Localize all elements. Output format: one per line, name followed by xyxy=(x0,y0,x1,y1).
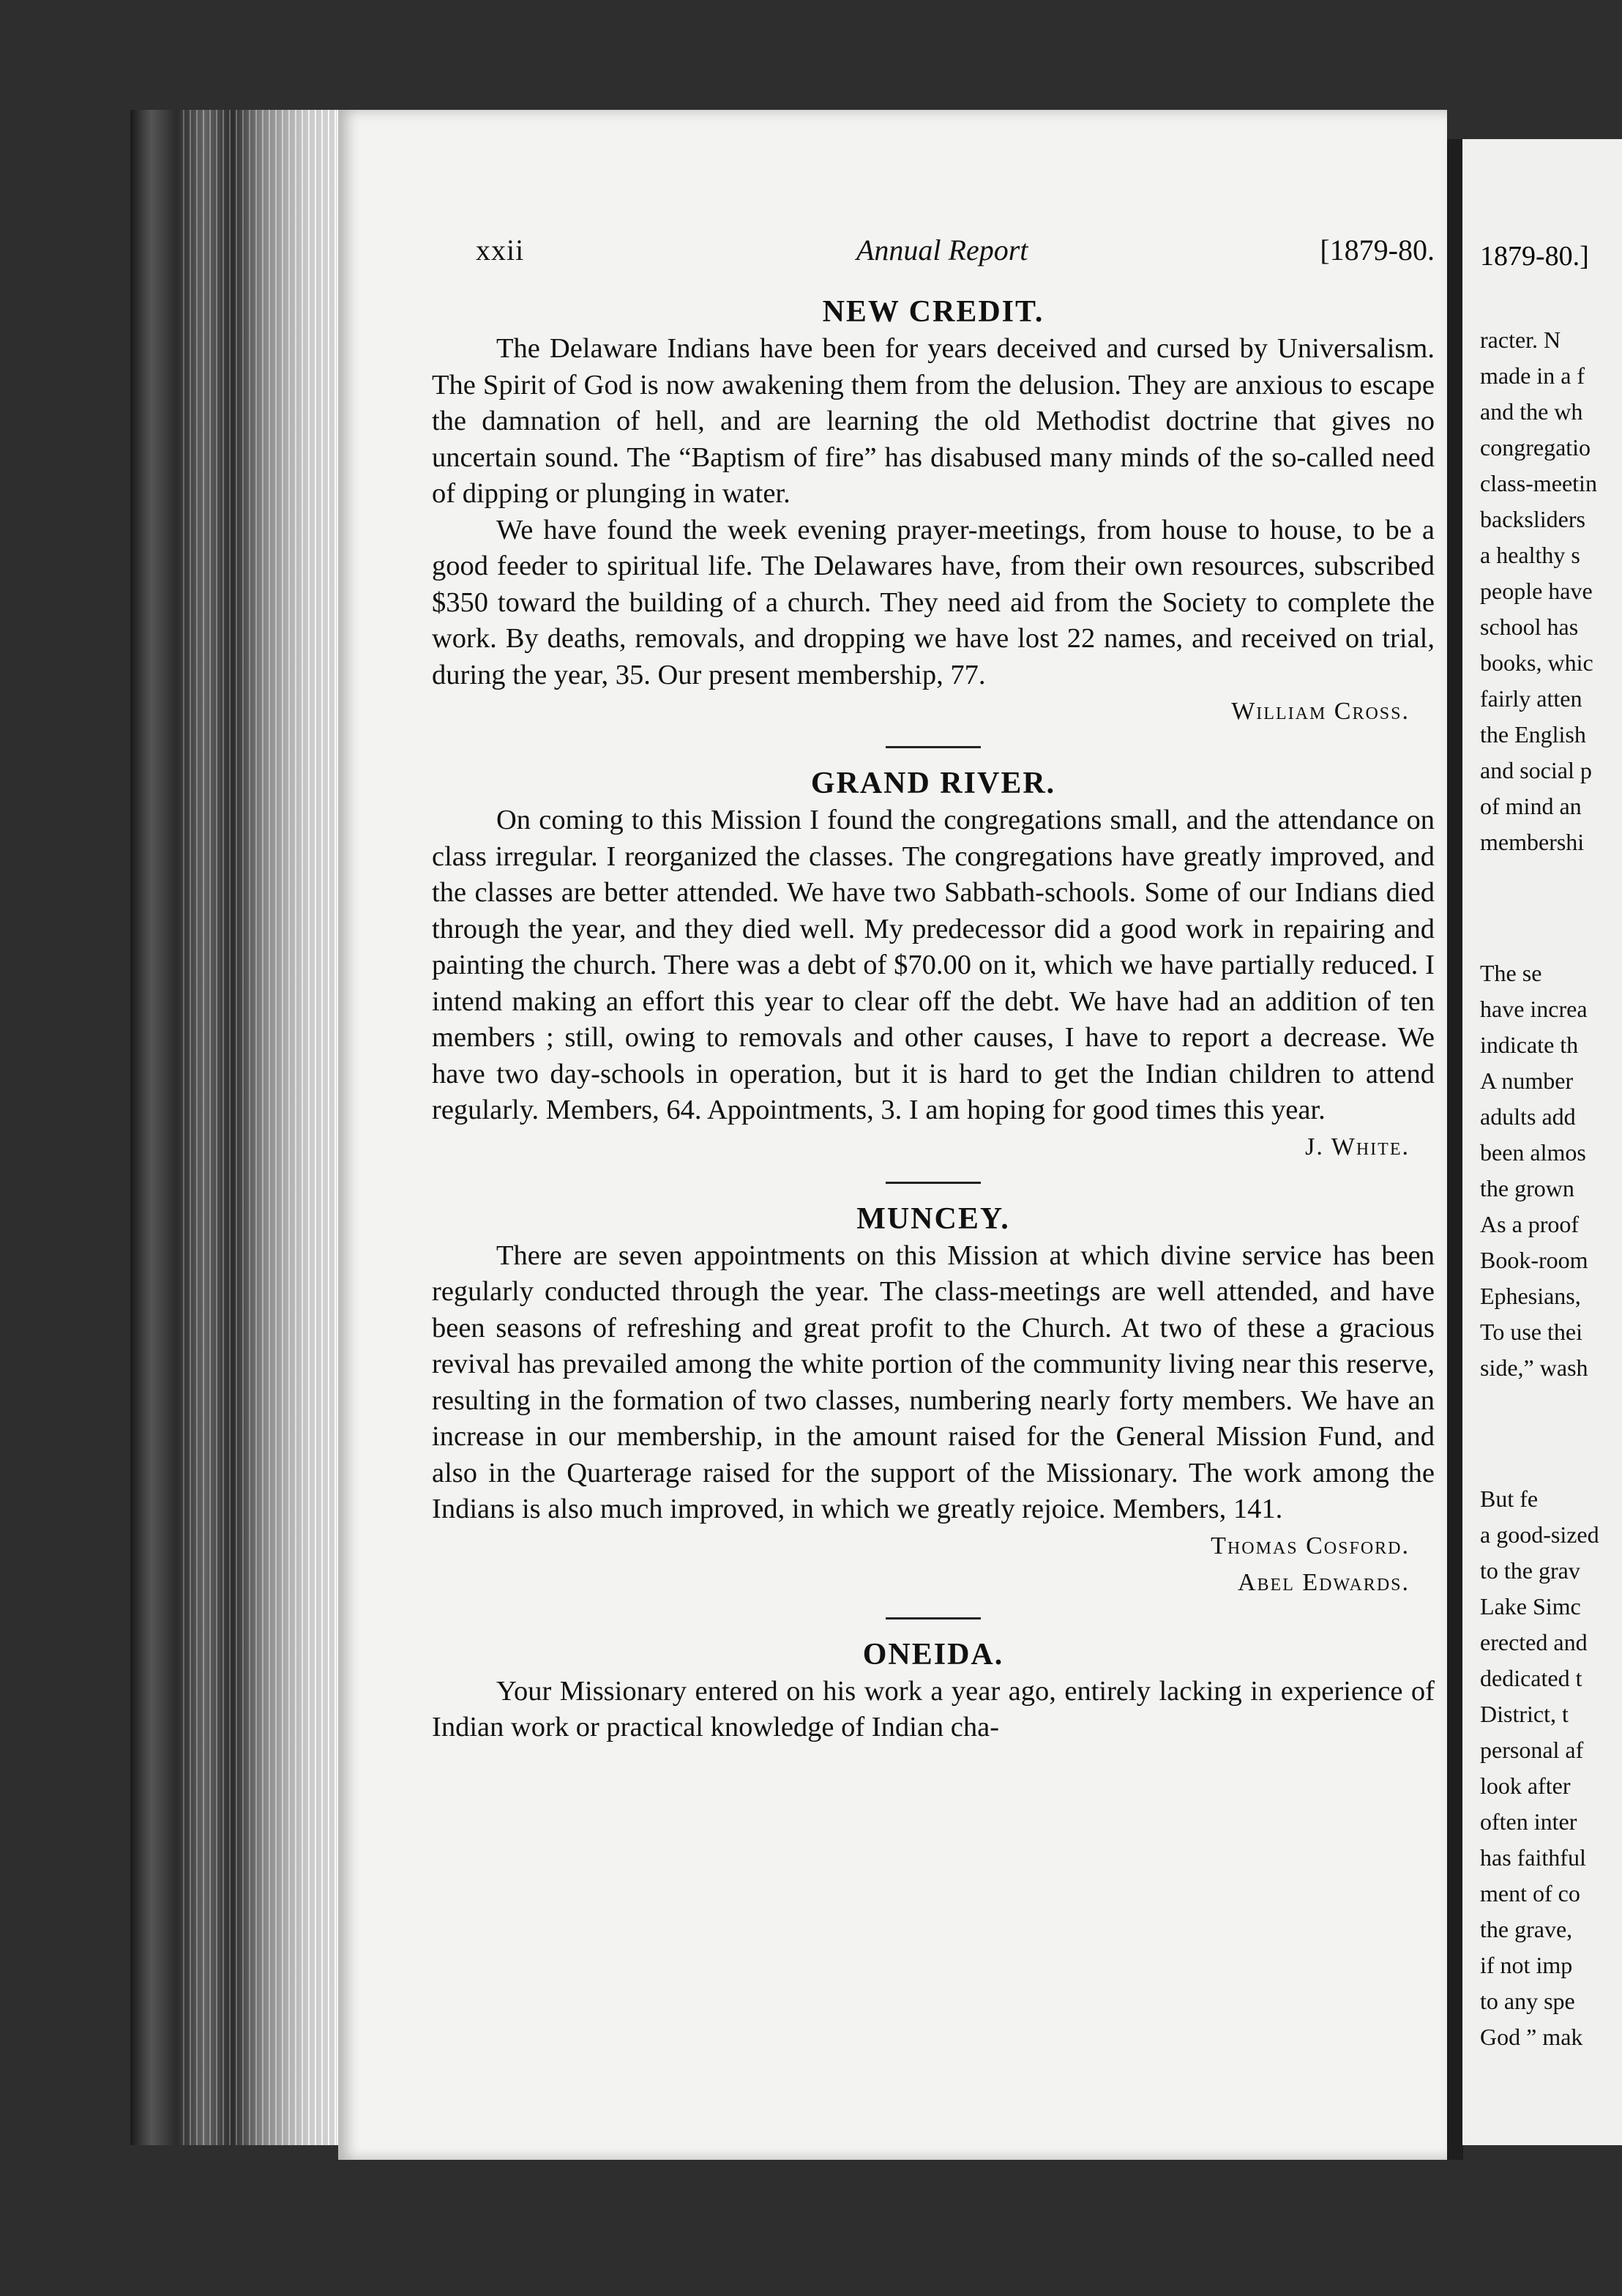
right-page-line: have increa xyxy=(1480,996,1588,1022)
paragraph: We have found the week evening prayer-meetings, from house to house, to be a good feeder to spiritual life. The Delawares have, from their own resources, subscribed $350 toward the building of a church. They need aid from the Society to complete the work. By deaths, removals, and dropping we have lost 22 names, and received on trial, during the year, 35. Our present membership, 77. xyxy=(432,514,1435,690)
right-page-line: ment of co xyxy=(1480,1880,1580,1906)
right-page-line: a good-sized xyxy=(1480,1521,1599,1548)
paragraph: Your Missionary entered on his work a year ago, entirely lacking in experience of Indian work or practical knowledge of Indian cha- xyxy=(432,1675,1435,1742)
right-page-line: a healthy s xyxy=(1480,542,1580,568)
right-page-line: fairly atten xyxy=(1480,685,1582,712)
right-block-3 xyxy=(1480,1481,1622,2055)
right-page-line: backsliders xyxy=(1480,506,1585,532)
right-page-line: and the wh xyxy=(1480,398,1583,425)
section-grand-river xyxy=(432,764,1435,1166)
page-number: xxii xyxy=(476,234,525,266)
right-page-line: Ephesians, xyxy=(1480,1283,1581,1309)
section-oneida xyxy=(432,1636,1435,1746)
right-page-line: To use thei xyxy=(1480,1319,1582,1345)
right-page-line: God ” mak xyxy=(1480,2024,1583,2050)
section-title: MUNCEY. xyxy=(856,1201,1010,1236)
page-header xyxy=(476,233,1435,277)
signature: J. White. xyxy=(1305,1133,1410,1160)
right-page-line: to any spe xyxy=(1480,1988,1575,2014)
right-page-line: racter. N xyxy=(1480,327,1561,353)
right-page-line: adults add xyxy=(1480,1103,1576,1130)
right-page-line: indicate th xyxy=(1480,1032,1579,1058)
signature: Abel Edwards. xyxy=(1238,1568,1410,1596)
right-page-line: the grown xyxy=(1480,1175,1574,1201)
section-title: NEW CREDIT. xyxy=(822,295,1044,329)
right-page-line: people have xyxy=(1480,578,1593,604)
right-page-line: has faithful xyxy=(1480,1844,1586,1871)
right-page-line: the grave, xyxy=(1480,1916,1573,1942)
section-divider xyxy=(886,1617,981,1620)
section-muncey xyxy=(432,1200,1435,1601)
right-page-line: been almos xyxy=(1480,1139,1586,1166)
right-page-line: of mind an xyxy=(1480,793,1582,819)
right-page-line: class-meetin xyxy=(1480,470,1597,496)
right-page-header: 1879-80.] xyxy=(1480,241,1589,272)
paragraph: On coming to this Mission I found the congregations small, and the attendance on class irregular. I reorganized the classes. The congregations have greatly improved, and the classes are better attended. We have two Sabbath-schools. Some of our Indians died through the year, and they died well. My predecessor did a good work in repairing and painting the church. There was a debt of $70.00 on it, which we have partially reduced. I intend making an effort this year to clear off the debt. We have had an addition of ten members ; still, owing to removals and other causes, I have to report a decrease. We have two day-schools in operation, but it is hard to get the Indian children to attend regularly. Members, 64. Appointments, 3. I am hoping for good times this year. xyxy=(432,805,1435,1125)
right-page-line: As a proof xyxy=(1480,1211,1580,1237)
section-new-credit xyxy=(432,293,1435,730)
right-page-line: often inter xyxy=(1480,1808,1577,1835)
right-block-2 xyxy=(1480,955,1622,1386)
right-page-line: if not imp xyxy=(1480,1952,1573,1978)
section-divider xyxy=(886,1182,981,1184)
signature: Thomas Cosford. xyxy=(1211,1532,1410,1559)
right-page-line: But fe xyxy=(1480,1486,1539,1512)
right-page-text xyxy=(1480,322,1622,2055)
right-page-line: membershi xyxy=(1480,829,1585,855)
right-page-line: A number xyxy=(1480,1067,1574,1094)
right-page-line: Book-room xyxy=(1480,1247,1588,1273)
page-fold-shadow xyxy=(1447,139,1463,2160)
header-year: [1879-80. xyxy=(1320,234,1435,266)
right-page-line: dedicated t xyxy=(1480,1665,1582,1691)
signature: William Cross. xyxy=(1231,698,1410,725)
right-page-line: to the grav xyxy=(1480,1557,1580,1584)
right-page-line: erected and xyxy=(1480,1629,1588,1655)
right-page-line: Lake Simc xyxy=(1480,1593,1581,1620)
section-divider xyxy=(886,746,981,748)
right-page-line: school has xyxy=(1480,614,1579,640)
section-title: GRAND RIVER. xyxy=(810,767,1056,800)
right-page-line: and social p xyxy=(1480,757,1592,783)
right-page-line: look after xyxy=(1480,1773,1571,1799)
right-page-line: District, t xyxy=(1480,1701,1569,1727)
right-block-1 xyxy=(1480,322,1622,860)
main-column xyxy=(432,293,1435,1746)
right-page-line: side,” wash xyxy=(1480,1354,1588,1381)
running-title: Annual Report xyxy=(856,234,1028,266)
paragraph: The Delaware Indians have been for years deceived and cursed by Universalism. The Spirit of God is now awakening them from the delusion. They are anxious to escape the damnation of hell, and are learning the old Methodist doctrine that gives no uncertain sound. The “Baptism of fire” has disabused many minds of the so-called need of dipping or plunging in water. xyxy=(432,333,1435,509)
right-page-line: The se xyxy=(1480,960,1542,986)
right-page-line: books, whic xyxy=(1480,649,1593,676)
right-page-line: made in a f xyxy=(1480,362,1585,389)
right-page-line: the English xyxy=(1480,721,1586,748)
right-page-line: congregatio xyxy=(1480,434,1591,461)
book-page-edges xyxy=(183,110,337,2145)
right-page-line: personal af xyxy=(1480,1737,1584,1763)
section-title: ONEIDA. xyxy=(862,1637,1004,1671)
paragraph: There are seven appointments on this Mission at which divine service has been regularly conducted through the year. The class-meetings are well attended, and have been seasons of refreshing and great profit to the Church. At two of these a gracious revival has prevailed among the white portion of the community living near this reserve, resulting in the formation of two classes, numbering nearly forty members. We have an increase in our membership, in the amount raised for the General Mission Fund, and also in the Quarterage raised for the support of the Missionary. The work among the Indians is also much improved, in which we greatly rejoice. Members, 141. xyxy=(432,1240,1435,1524)
